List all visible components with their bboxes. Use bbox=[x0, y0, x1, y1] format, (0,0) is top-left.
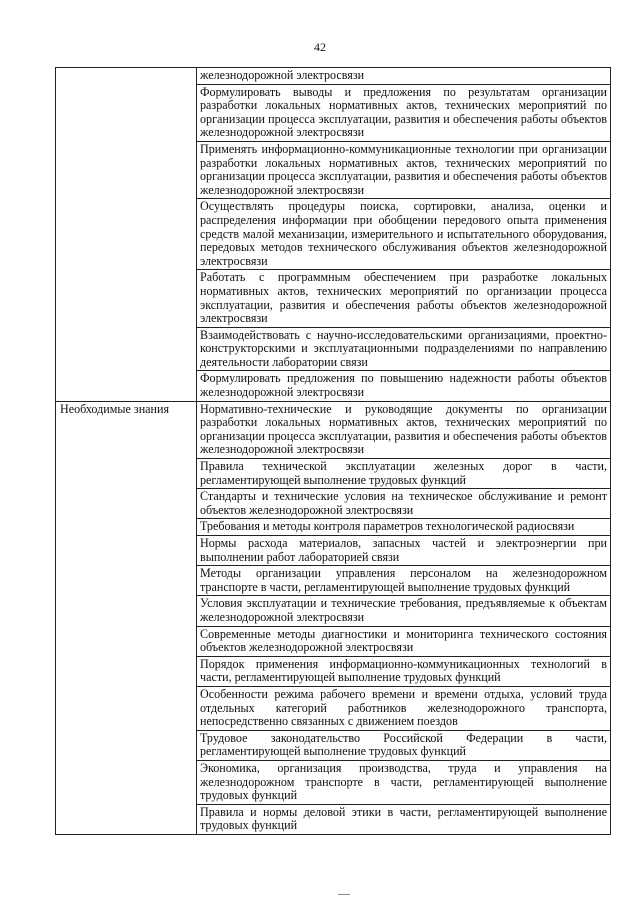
table-cell: Экономика, организация производства, труда и управления на железнодорожном транспорте в части, регламентирующей выполнение трудовых функций bbox=[197, 760, 611, 804]
table-cell: железнодорожной электросвязи bbox=[197, 68, 611, 85]
table-cell: Современные методы диагностики и мониторинга технического состояния объектов железнодорожной электросвязи bbox=[197, 626, 611, 656]
table-cell: Формулировать предложения по повышению надежности работы объектов железнодорожной электросвязи bbox=[197, 371, 611, 401]
table-cell: Осуществлять процедуры поиска, сортировки, анализа, оценки и распределения информации при обобщении передового опыта применения средств малой механизации, измерительного и испытательного оборудования, передовых методов технического обслуживания объектов железнодорожной электросвязи bbox=[197, 199, 611, 270]
table-cell: Применять информационно-коммуникационные технологии при организации разработки локальных нормативных актов, технических мероприятий по организации процесса эксплуатации, развития и обеспечения работы объектов железнодорожной электросвязи bbox=[197, 141, 611, 198]
section-label-skills bbox=[56, 68, 197, 402]
table-cell: Стандарты и технические условия на техническое обслуживание и ремонт объектов железнодорожной электросвязи bbox=[197, 489, 611, 519]
page-number: 42 bbox=[314, 40, 326, 54]
table-cell: Нормативно-технические и руководящие документы по организации разработки локальных нормативных актов, технических мероприятий по организации процесса эксплуатации, развития и обеспечения работы объектов железнодорожной электросвязи bbox=[197, 401, 611, 458]
table-cell: Условия эксплуатации и технические требования, предъявляемые к объектам железнодорожной электросвязи bbox=[197, 596, 611, 626]
table-cell: Формулировать выводы и предложения по результатам организации разработки локальных нормативных актов, технических мероприятий по организации процесса эксплуатации, развития и обеспечения работы объектов железнодорожной электросвязи bbox=[197, 84, 611, 141]
table-cell: Требования и методы контроля параметров технологической радиосвязи bbox=[197, 519, 611, 536]
table-cell: Работать с программным обеспечением при разработке локальных нормативных актов, технических мероприятий по организации процесса эксплуатации, развития и обеспечения работы объектов железнодорожной электросвязи bbox=[197, 270, 611, 327]
table-cell: Взаимодействовать с научно-исследовательскими организациями, проектно-конструкторскими и эксплуатационными подразделениями по направлению деятельности лаборатории связи bbox=[197, 327, 611, 371]
table-cell: Правила и нормы деловой этики в части, регламентирующей выполнение трудовых функций bbox=[197, 804, 611, 834]
table-cell: Нормы расхода материалов, запасных частей и электроэнергии при выполнении работ лабораторией связи bbox=[197, 536, 611, 566]
table-cell: Порядок применения информационно-коммуникационных технологий в части, регламентирующей выполнение трудовых функций bbox=[197, 656, 611, 686]
table-cell: Трудовое законодательство Российской Федерации в части, регламентирующей выполнение трудовых функций bbox=[197, 730, 611, 760]
table-cell: Особенности режима рабочего времени и времени отдыха, условий труда отдельных категорий работников железнодорожного транспорта, непосредственно связанных с движением поездов bbox=[197, 686, 611, 730]
table-cell: Методы организации управления персоналом на железнодорожном транспорте в части, регламентирующей выполнение трудовых функций bbox=[197, 566, 611, 596]
scan-artifact-mark bbox=[338, 894, 350, 899]
requirements-table bbox=[55, 67, 611, 835]
table-row bbox=[56, 401, 611, 458]
section-label-knowledge: Необходимые знания bbox=[56, 401, 197, 834]
table-cell: Правила технической эксплуатации железных дорог в части, регламентирующей выполнение трудовых функций bbox=[197, 459, 611, 489]
table-row bbox=[56, 68, 611, 85]
